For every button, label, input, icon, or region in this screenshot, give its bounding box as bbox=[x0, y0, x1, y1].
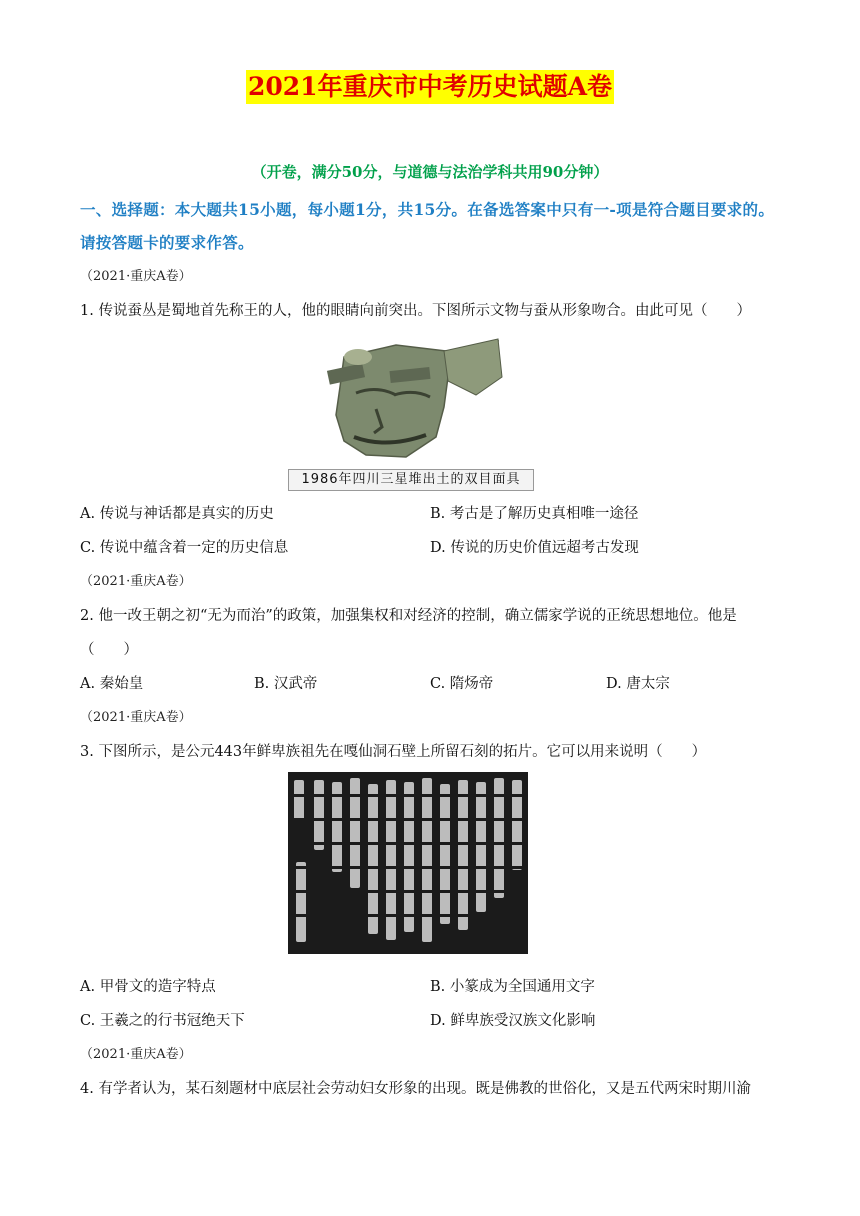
option-b[interactable]: B. 小篆成为全国通用文字 bbox=[430, 979, 595, 995]
option-c[interactable]: C. 王羲之的行书冠绝天下 bbox=[80, 1013, 245, 1029]
option-d[interactable]: D. 唐太宗 bbox=[606, 676, 670, 692]
option-b[interactable]: B. 汉武帝 bbox=[254, 676, 318, 692]
question-3-stem: 3. 下图所示，是公元443年鲜卑族祖先在嘎仙洞石壁上所留石刻的拓片。它可以用来说明（ ） bbox=[80, 744, 707, 760]
option-c[interactable]: C. 隋炀帝 bbox=[430, 676, 494, 692]
question-source: （2021·重庆A卷） bbox=[80, 1047, 192, 1062]
question-source: （2021·重庆A卷） bbox=[80, 710, 192, 725]
option-a[interactable]: A. 秦始皇 bbox=[80, 676, 144, 692]
page-title: 2021年重庆市中考历史试题A卷 bbox=[246, 70, 614, 104]
option-d[interactable]: D. 传说的历史价值远超考古发现 bbox=[430, 540, 639, 556]
question-2-stem-cont: （ ） bbox=[80, 642, 138, 658]
question-2-stem: 2. 他一改王朝之初“无为而治”的政策，加强集权和对经济的控制，确立儒家学说的正统思想地位。他是 bbox=[80, 608, 737, 624]
stone-rubbing-image bbox=[288, 772, 528, 954]
title-wrap bbox=[0, 70, 860, 104]
question-source: （2021·重庆A卷） bbox=[80, 269, 192, 284]
image-caption: 1986年四川三星堆出土的双目面具 bbox=[288, 469, 534, 491]
question-4-stem: 4. 有学者认为，某石刻题材中底层社会劳动妇女形象的出现。既是佛教的世俗化，又是五代两宋时期川渝 bbox=[80, 1081, 751, 1097]
option-a[interactable]: A. 传说与神话都是真实的历史 bbox=[80, 506, 274, 522]
option-c[interactable]: C. 传说中蕴含着一定的历史信息 bbox=[80, 540, 289, 556]
question-1-stem: 1. 传说蚕丛是蜀地首先称王的人，他的眼睛向前突出。下图所示文物与蚕从形象吻合。由此可见（ ） bbox=[80, 303, 751, 319]
exam-subtitle: （开卷，满分50分，与道德与法治学科共用90分钟） bbox=[251, 163, 609, 181]
option-b[interactable]: B. 考古是了解历史真相唯一途径 bbox=[430, 506, 639, 522]
option-a[interactable]: A. 甲骨文的造字特点 bbox=[80, 979, 216, 995]
question-source: （2021·重庆A卷） bbox=[80, 574, 192, 589]
section-heading: 一、选择题：本大题共15小题，每小题1分，共15分。在备选答案中只有一-项是符合题目要求的。请按答题卡的要求作答。 bbox=[80, 200, 775, 252]
bronze-mask-image bbox=[326, 337, 506, 461]
option-d[interactable]: D. 鲜卑族受汉族文化影响 bbox=[430, 1013, 596, 1029]
